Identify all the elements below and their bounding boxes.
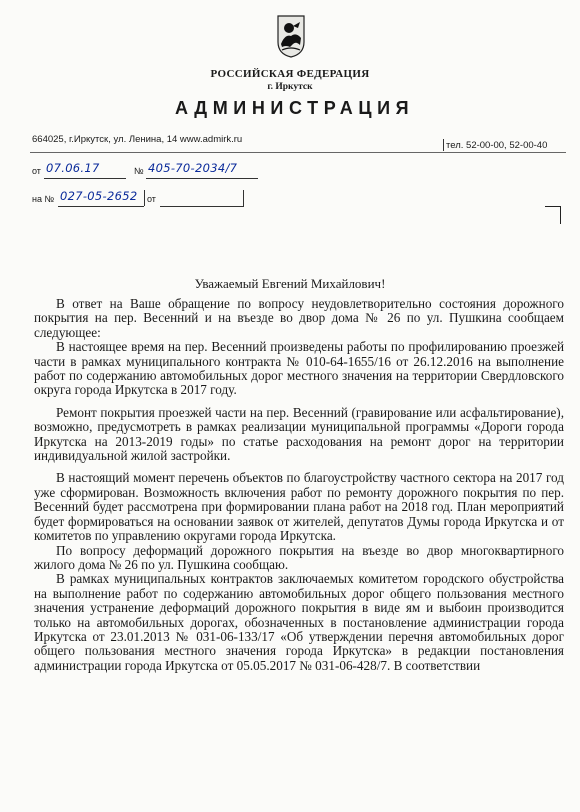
city-name: г. Иркутск [267, 82, 313, 92]
address-line: 664025, г.Иркутск, ул. Ленина, 14 www.admirk.ru [32, 134, 243, 145]
paragraph-5: По вопросу деформаций дорожного покрытия на въезде во двор многоквартирного жилого дома № 26 по ул. Пушкина сообщаю. [34, 542, 564, 572]
letter-greeting: Уважаемый Евгений Михайлович! [194, 276, 386, 291]
corner-mark-h [545, 206, 561, 207]
phone-numbers: тел. 52-00-00, 52-00-40 [446, 140, 548, 151]
date-underline [44, 178, 126, 179]
reply-separator [144, 190, 145, 206]
reply-date-end [243, 190, 244, 206]
paragraph-6: В рамках муниципальных контрактов заключаемых комитетом городского обустройства на выполнение работ по содержанию автомобильных дорог общего пользования местного значения устранение деформаций дорожного покрытия в виде ям и выбоин производится только на автомобильных дорогах, обозначенных в постановление администрации города Иркутска от 23.01.2013 № 031-06-133/17 «Об утверждении перечня автомобильных дорог общего пользования местного значения города Иркутска» в редакции постановления администрации города Иркутска от 05.05.2017 № 031-06-428/7. В соответствии [34, 571, 564, 673]
paragraph-4: В настоящий момент перечень объектов по благоустройству частного сектора на 2017 год уже сформирован. Возможность включения работ по ремонту дорожного покрытия по пер. Весенний будет рассмотрена при формировании плана работ на 2018 год. План мероприятий будет формироваться на основании заявок от жителей, депутатов Думы города Иркутска и от комитетов по управлению округами города Иркутска. [34, 470, 564, 544]
reply-number: 027-05-2652 [60, 189, 138, 203]
number-value: 405-70-2034/7 [148, 161, 238, 175]
reply-date-label: от [147, 194, 156, 204]
country-name: РОССИЙСКАЯ ФЕДЕРАЦИЯ [210, 68, 370, 80]
date-label: от [32, 166, 41, 176]
paragraph-2: В настоящее время на пер. Весенний произведены работы по профилированию проезжей части в рамках муниципального контракта № 010-64-1655/16 от 26.12.2016 на выполнение работ по содержанию автомобильных дорог местного значения на территории Свердловского округа города Иркутска в 2017 году. [34, 339, 564, 398]
date-value: 07.06.17 [46, 161, 100, 175]
paragraph-3: Ремонт покрытия проезжей части на пер. Весенний (гравирование или асфальтирование), возможно, предусмотреть в рамках реализации муниципальной программы «Дороги города Иркутска на 2013-2019 годы» по статье расходования на ремонт дорог на территории индивидуальной жилой застройки. [34, 404, 564, 464]
coat-of-arms-icon [276, 14, 306, 58]
phone-separator [443, 139, 444, 151]
corner-mark-v [560, 206, 561, 224]
reply-label: на № [32, 194, 55, 204]
number-label: № [134, 166, 144, 176]
reply-date-underline [160, 206, 244, 207]
paragraph-1: В ответ на Ваше обращение по вопросу неудовлетворительно состояния дорожного покрытия на пер. Весенний и на въезде во двор дома № 26 по ул. Пушкина сообщаем следующее: [34, 296, 564, 340]
header-divider [30, 152, 566, 153]
reply-number-underline [58, 206, 144, 207]
number-underline [146, 178, 258, 179]
organization-title: АДМИНИСТРАЦИЯ [175, 98, 415, 118]
letter-body [34, 297, 564, 673]
